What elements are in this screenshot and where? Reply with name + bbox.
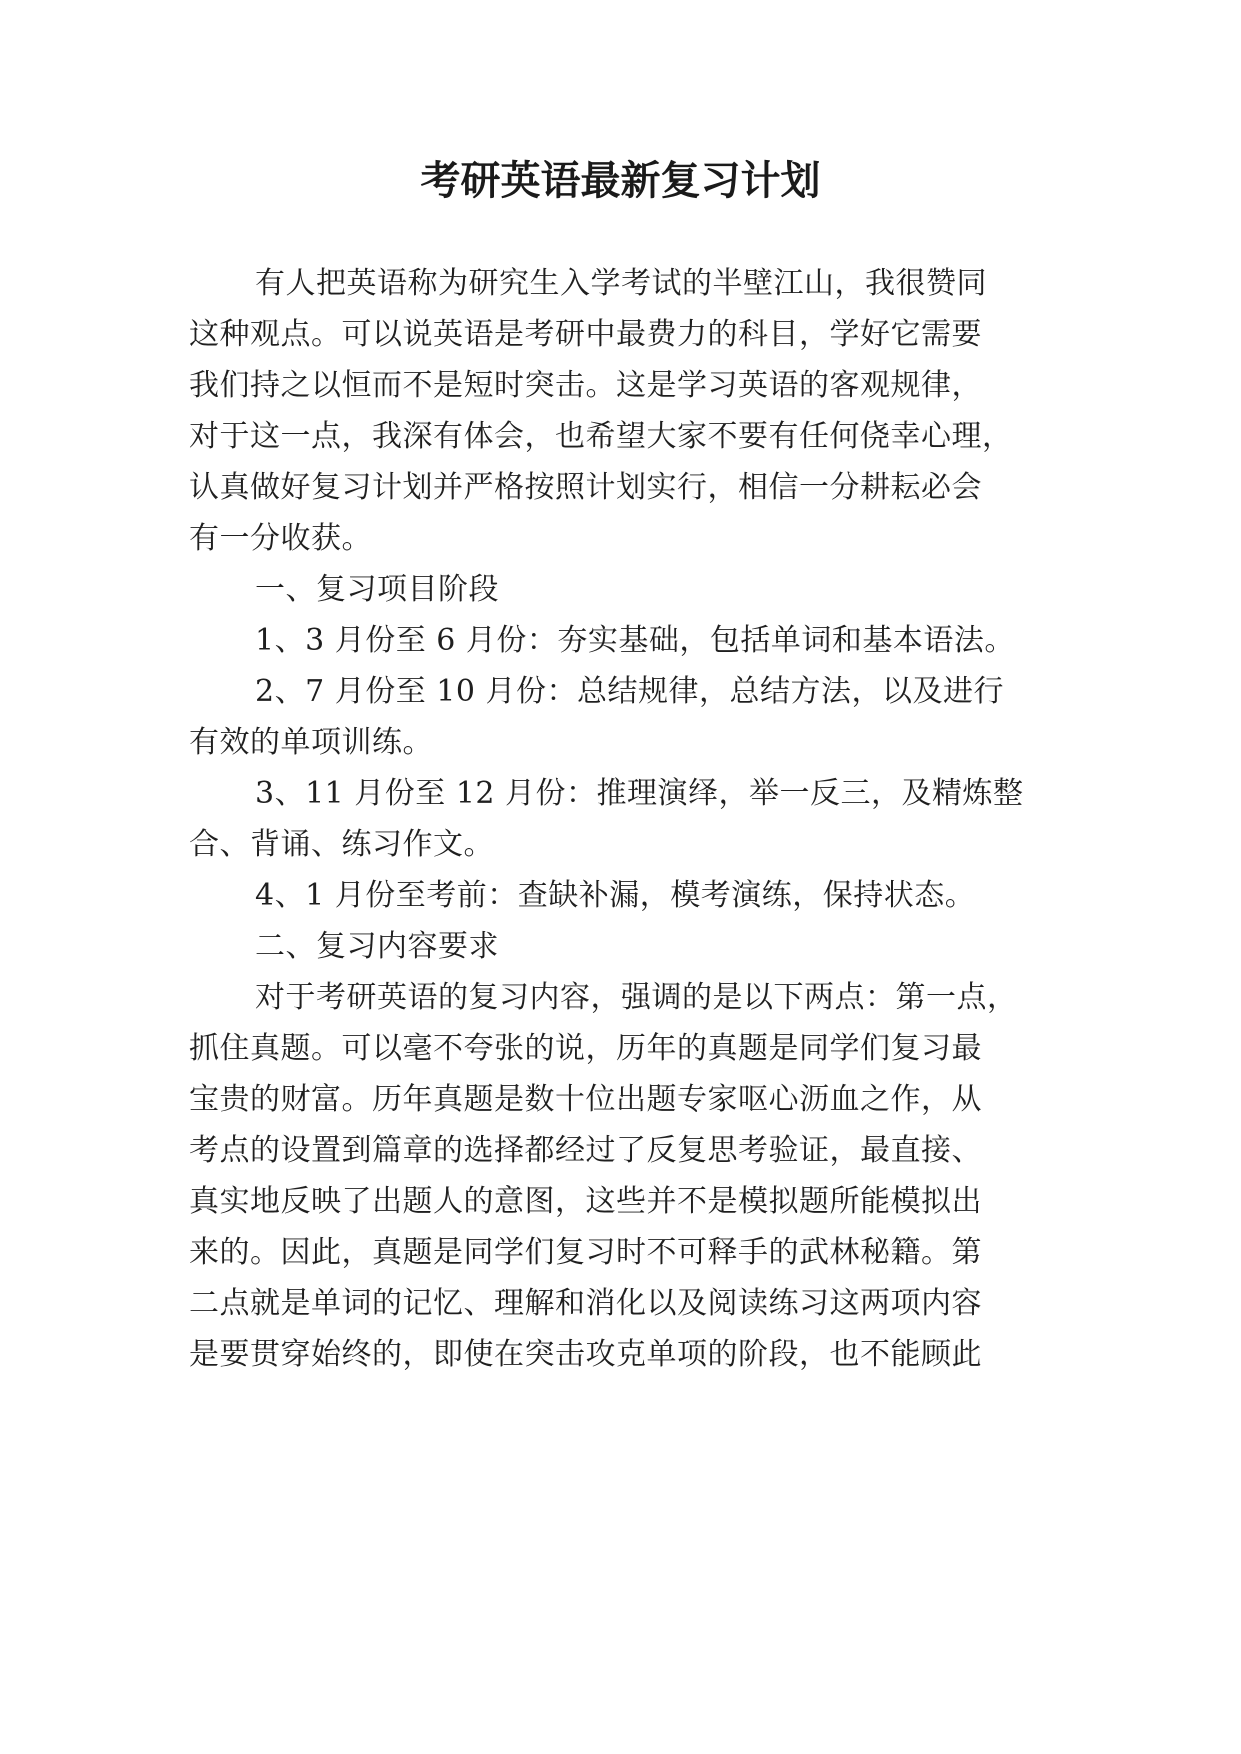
text-line: 认真做好复习计划并严格按照计划实行，相信一分耕耘必会: [189, 470, 982, 505]
text-line: 是要贯穿始终的，即使在突击攻克单项的阶段，也不能顾此: [189, 1337, 982, 1372]
text-line: 真实地反映了出题人的意图，这些并不是模拟题所能模拟出: [189, 1184, 982, 1219]
text-line: 宝贵的财富。历年真题是数十位出题专家呕心沥血之作，从: [189, 1082, 982, 1117]
section-heading: 一、复习项目阶段: [255, 572, 499, 607]
list-item: 1、3 月份至 6 月份：夯实基础，包括单词和基本语法。: [255, 623, 1015, 658]
text-line: 合、背诵、练习作文。: [189, 827, 494, 862]
text-line: 来的。因此，真题是同学们复习时不可释手的武林秘籍。第: [189, 1235, 982, 1270]
list-item: 4、1 月份至考前：查缺补漏，模考演练，保持状态。: [255, 878, 976, 913]
text-line: 对于这一点，我深有体会，也希望大家不要有任何侥幸心理，: [189, 419, 1013, 454]
text-line: 对于考研英语的复习内容，强调的是以下两点：第一点，: [255, 980, 1018, 1015]
text-line: 我们持之以恒而不是短时突击。这是学习英语的客观规律，: [189, 368, 982, 403]
document-title: 考研英语最新复习计划: [420, 157, 821, 204]
section-heading: 二、复习内容要求: [255, 929, 499, 964]
text-line: 有效的单项训练。: [189, 725, 433, 760]
text-line: 这种观点。可以说英语是考研中最费力的科目，学好它需要: [189, 317, 982, 352]
text-line: 抓住真题。可以毫不夸张的说，历年的真题是同学们复习最: [189, 1031, 982, 1066]
list-item: 3、11 月份至 12 月份：推理演绎，举一反三，及精炼整: [255, 776, 1024, 811]
text-line: 考点的设置到篇章的选择都经过了反复思考验证，最直接、: [189, 1133, 982, 1168]
text-line: 有一分收获。: [189, 521, 372, 556]
text-line: 有人把英语称为研究生入学考试的半壁江山，我很赞同: [255, 266, 987, 301]
text-line: 二点就是单词的记忆、理解和消化以及阅读练习这两项内容: [189, 1286, 982, 1321]
list-item: 2、7 月份至 10 月份：总结规律，总结方法，以及进行: [255, 674, 1004, 709]
